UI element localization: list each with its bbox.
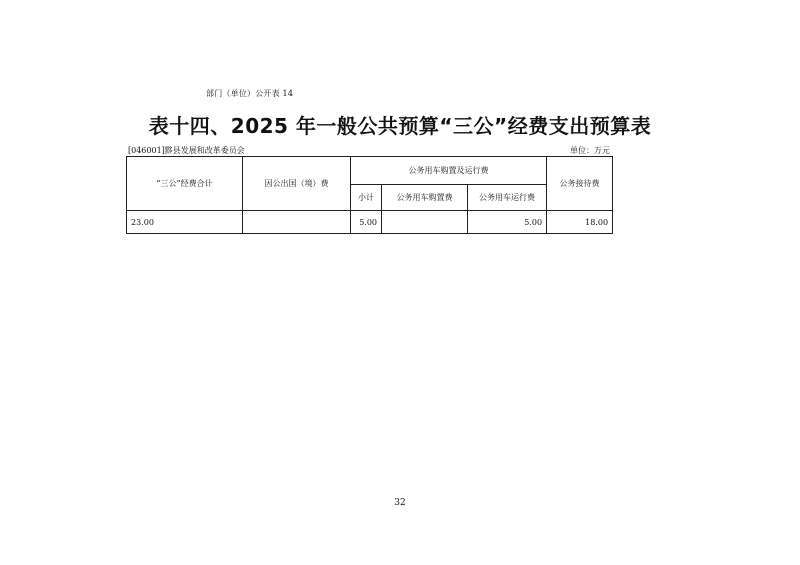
header-purchase: 公务用车购置费 [382,185,468,211]
header-reception: 公务接待费 [547,157,613,211]
table-number-note: 部门（单位）公开表 14 [206,89,294,98]
cell-purchase [382,211,468,234]
header-operation: 公务用车运行费 [468,185,547,211]
header-abroad: 因公出国（境）费 [243,157,351,211]
header-subtotal: 小计 [351,185,382,211]
cell-reception: 18.00 [547,211,613,234]
page-number: 32 [394,498,406,508]
unit-label: 单位：万元 [570,146,610,155]
cell-abroad [243,211,351,234]
cell-subtotal: 5.00 [351,211,382,234]
header-total: “三公”经费合计 [127,157,243,211]
department-label: [046001]黟县发展和改革委员会 [128,146,245,155]
header-vehicle-group: 公务用车购置及运行费 [351,157,547,185]
cell-total: 23.00 [127,211,243,234]
three-public-expenses-table [126,156,613,234]
cell-operation: 5.00 [468,211,547,234]
table-row [127,211,613,234]
page-title: 表十四、2025 年一般公共预算“三公”经费支出预算表 [148,114,652,138]
